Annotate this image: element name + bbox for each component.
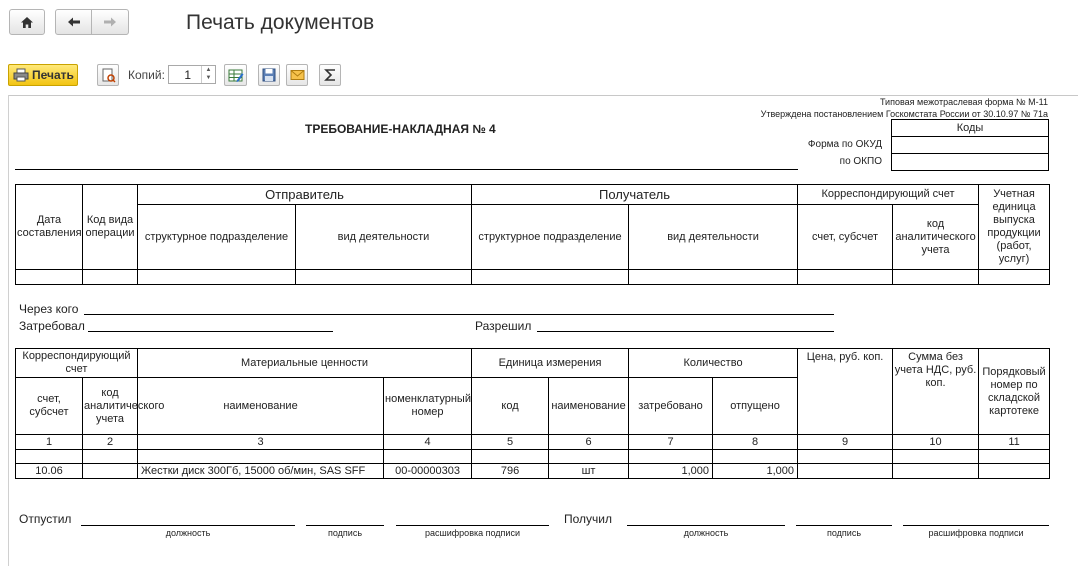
document-left-border [8,95,9,566]
spacer-cell [83,450,138,464]
arrow-right-icon [103,16,117,28]
hdr-op-code: Код вида операции [83,185,138,270]
spin-down-icon[interactable]: ▼ [205,75,212,81]
copies-input[interactable] [168,65,216,84]
hdr-cell [138,270,296,285]
row-unit: шт [549,464,629,479]
row-nom: 00-00000303 [384,464,472,479]
received-by-label: Получил [564,512,612,526]
page-title: Печать документов [186,11,375,34]
sigma-icon [324,68,337,82]
codes-table [891,119,1049,173]
itm-requested: затребовано [629,378,713,435]
home-button[interactable] [9,9,45,35]
received-position-line [627,525,785,526]
through-line [84,314,834,315]
sum-button[interactable] [319,64,341,86]
released-position-caption: должность [165,528,211,538]
itm-price: Цена, руб. коп. [798,349,893,435]
hdr-cell [296,270,472,285]
hdr-account-sub: счет, субсчет [798,205,893,270]
row-code: 796 [472,464,549,479]
hdr-date: Дата составления [16,185,83,270]
col-number: 6 [549,435,629,450]
document-top-border [8,95,1078,96]
allowed-label: Разрешил [475,319,532,333]
received-decode-caption: расшифровка подписи [928,528,1024,538]
col-number: 3 [138,435,384,450]
itm-account-sub: счет, субсчет [16,378,83,435]
received-position-caption: должность [683,528,729,538]
hdr-sender-struct: структурное подразделение [138,205,296,270]
hdr-cell [472,270,629,285]
copies-label: Копий: [128,68,165,82]
okud-value [892,137,1049,154]
okpo-label: по ОКПО [839,156,882,167]
itm-analytic-code: код аналитического учета [83,378,138,435]
row-released: 1,000 [713,464,798,479]
hdr-cell [798,270,893,285]
copies-value: 1 [184,68,191,82]
forward-button[interactable] [91,9,129,35]
form-note-1: Типовая межотраслевая форма № М-11 [879,97,1048,107]
hdr-cell [979,270,1050,285]
itm-unit-name: наименование [549,378,629,435]
col-number: 2 [83,435,138,450]
spacer-cell [384,450,472,464]
col-number: 11 [979,435,1050,450]
hdr-cell [629,270,798,285]
back-button[interactable] [55,9,92,35]
save-button[interactable] [258,64,280,86]
col-number: 4 [384,435,472,450]
copies-spinner[interactable] [201,66,215,83]
document-heading: ТРЕБОВАНИЕ-НАКЛАДНАЯ № 4 [305,122,496,136]
col-number: 5 [472,435,549,450]
form-note-2: Утверждена постановлением Госкомстата России от 30.10.97 № 71а [760,109,1048,119]
hdr-receiver-activity: вид деятельности [629,205,798,270]
row-sum [893,464,979,479]
col-number: 9 [798,435,893,450]
col-number: 10 [893,435,979,450]
spacer-cell [138,450,384,464]
hdr-cell [893,270,979,285]
spacer-cell [713,450,798,464]
allowed-line [537,331,834,332]
edit-table-button[interactable] [224,64,247,86]
items-table [15,348,1050,479]
hdr-sender: Отправитель [138,185,472,205]
received-signature-line [796,525,892,526]
print-label: Печать [32,68,74,82]
row-requested: 1,000 [629,464,713,479]
itm-released: отпущено [713,378,798,435]
heading-underline [15,169,798,170]
itm-name: наименование [138,378,384,435]
col-number: 8 [713,435,798,450]
spacer-cell [893,450,979,464]
released-signature-line [306,525,384,526]
preview-icon [101,68,116,83]
itm-sum: Сумма без учета НДС, руб. коп. [893,349,979,435]
received-signature-caption: подпись [826,528,862,538]
hdr-cell [16,270,83,285]
col-number: 7 [629,435,713,450]
arrow-left-icon [67,16,81,28]
itm-card-no: Порядковый номер по складской картотеке [979,349,1050,435]
print-button[interactable] [8,64,78,86]
itm-quantity: Количество [629,349,798,378]
spacer-cell [16,450,83,464]
spacer-cell [549,450,629,464]
edit-table-icon [228,68,244,83]
spacer-cell [629,450,713,464]
row-price [798,464,893,479]
released-signature-caption: подпись [327,528,363,538]
codes-end [892,171,1049,173]
hdr-corr-account: Корреспондирующий счет [798,185,979,205]
itm-code: код [472,378,549,435]
email-button[interactable] [286,64,308,86]
okpo-value [892,154,1049,171]
okud-label: Форма по ОКУД [807,139,882,150]
row-name: Жестки диск 300Гб, 15000 об/мин, SAS SFF [138,464,384,479]
itm-unit-measure: Единица измерения [472,349,629,378]
hdr-receiver: Получатель [472,185,798,205]
home-icon [20,16,34,29]
received-decode-line [903,525,1049,526]
released-by-label: Отпустил [19,512,72,526]
row-analytic [83,464,138,479]
hdr-receiver-struct: структурное подразделение [472,205,629,270]
codes-header: Коды [892,120,1049,137]
preview-button[interactable] [97,64,119,86]
released-position-line [81,525,295,526]
itm-corr-account: Корреспондирующий счет [16,349,138,378]
itm-nom-no: номенклатурный номер [384,378,472,435]
row-card [979,464,1050,479]
requested-line [88,331,333,332]
hdr-cell [83,270,138,285]
released-decode-line [396,525,549,526]
col-number: 1 [16,435,83,450]
table-row [16,464,1050,479]
spin-up-icon[interactable]: ▲ [205,67,212,73]
save-icon [262,68,276,82]
spacer-cell [979,450,1050,464]
hdr-unit: Учетная единица выпуска продукции (работ, услуг) [979,185,1050,270]
hdr-analytic-code: код аналитического учета [893,205,979,270]
requested-label: Затребовал [19,319,85,333]
printer-icon [13,68,29,82]
hdr-sender-activity: вид деятельности [296,205,472,270]
envelope-icon [290,69,305,81]
itm-materials: Материальные ценности [138,349,472,378]
spacer-cell [472,450,549,464]
through-label: Через кого [19,302,79,316]
spacer-cell [798,450,893,464]
released-decode-caption: расшифровка подписи [425,528,520,538]
row-account: 10.06 [16,464,83,479]
header-table [15,184,1050,285]
